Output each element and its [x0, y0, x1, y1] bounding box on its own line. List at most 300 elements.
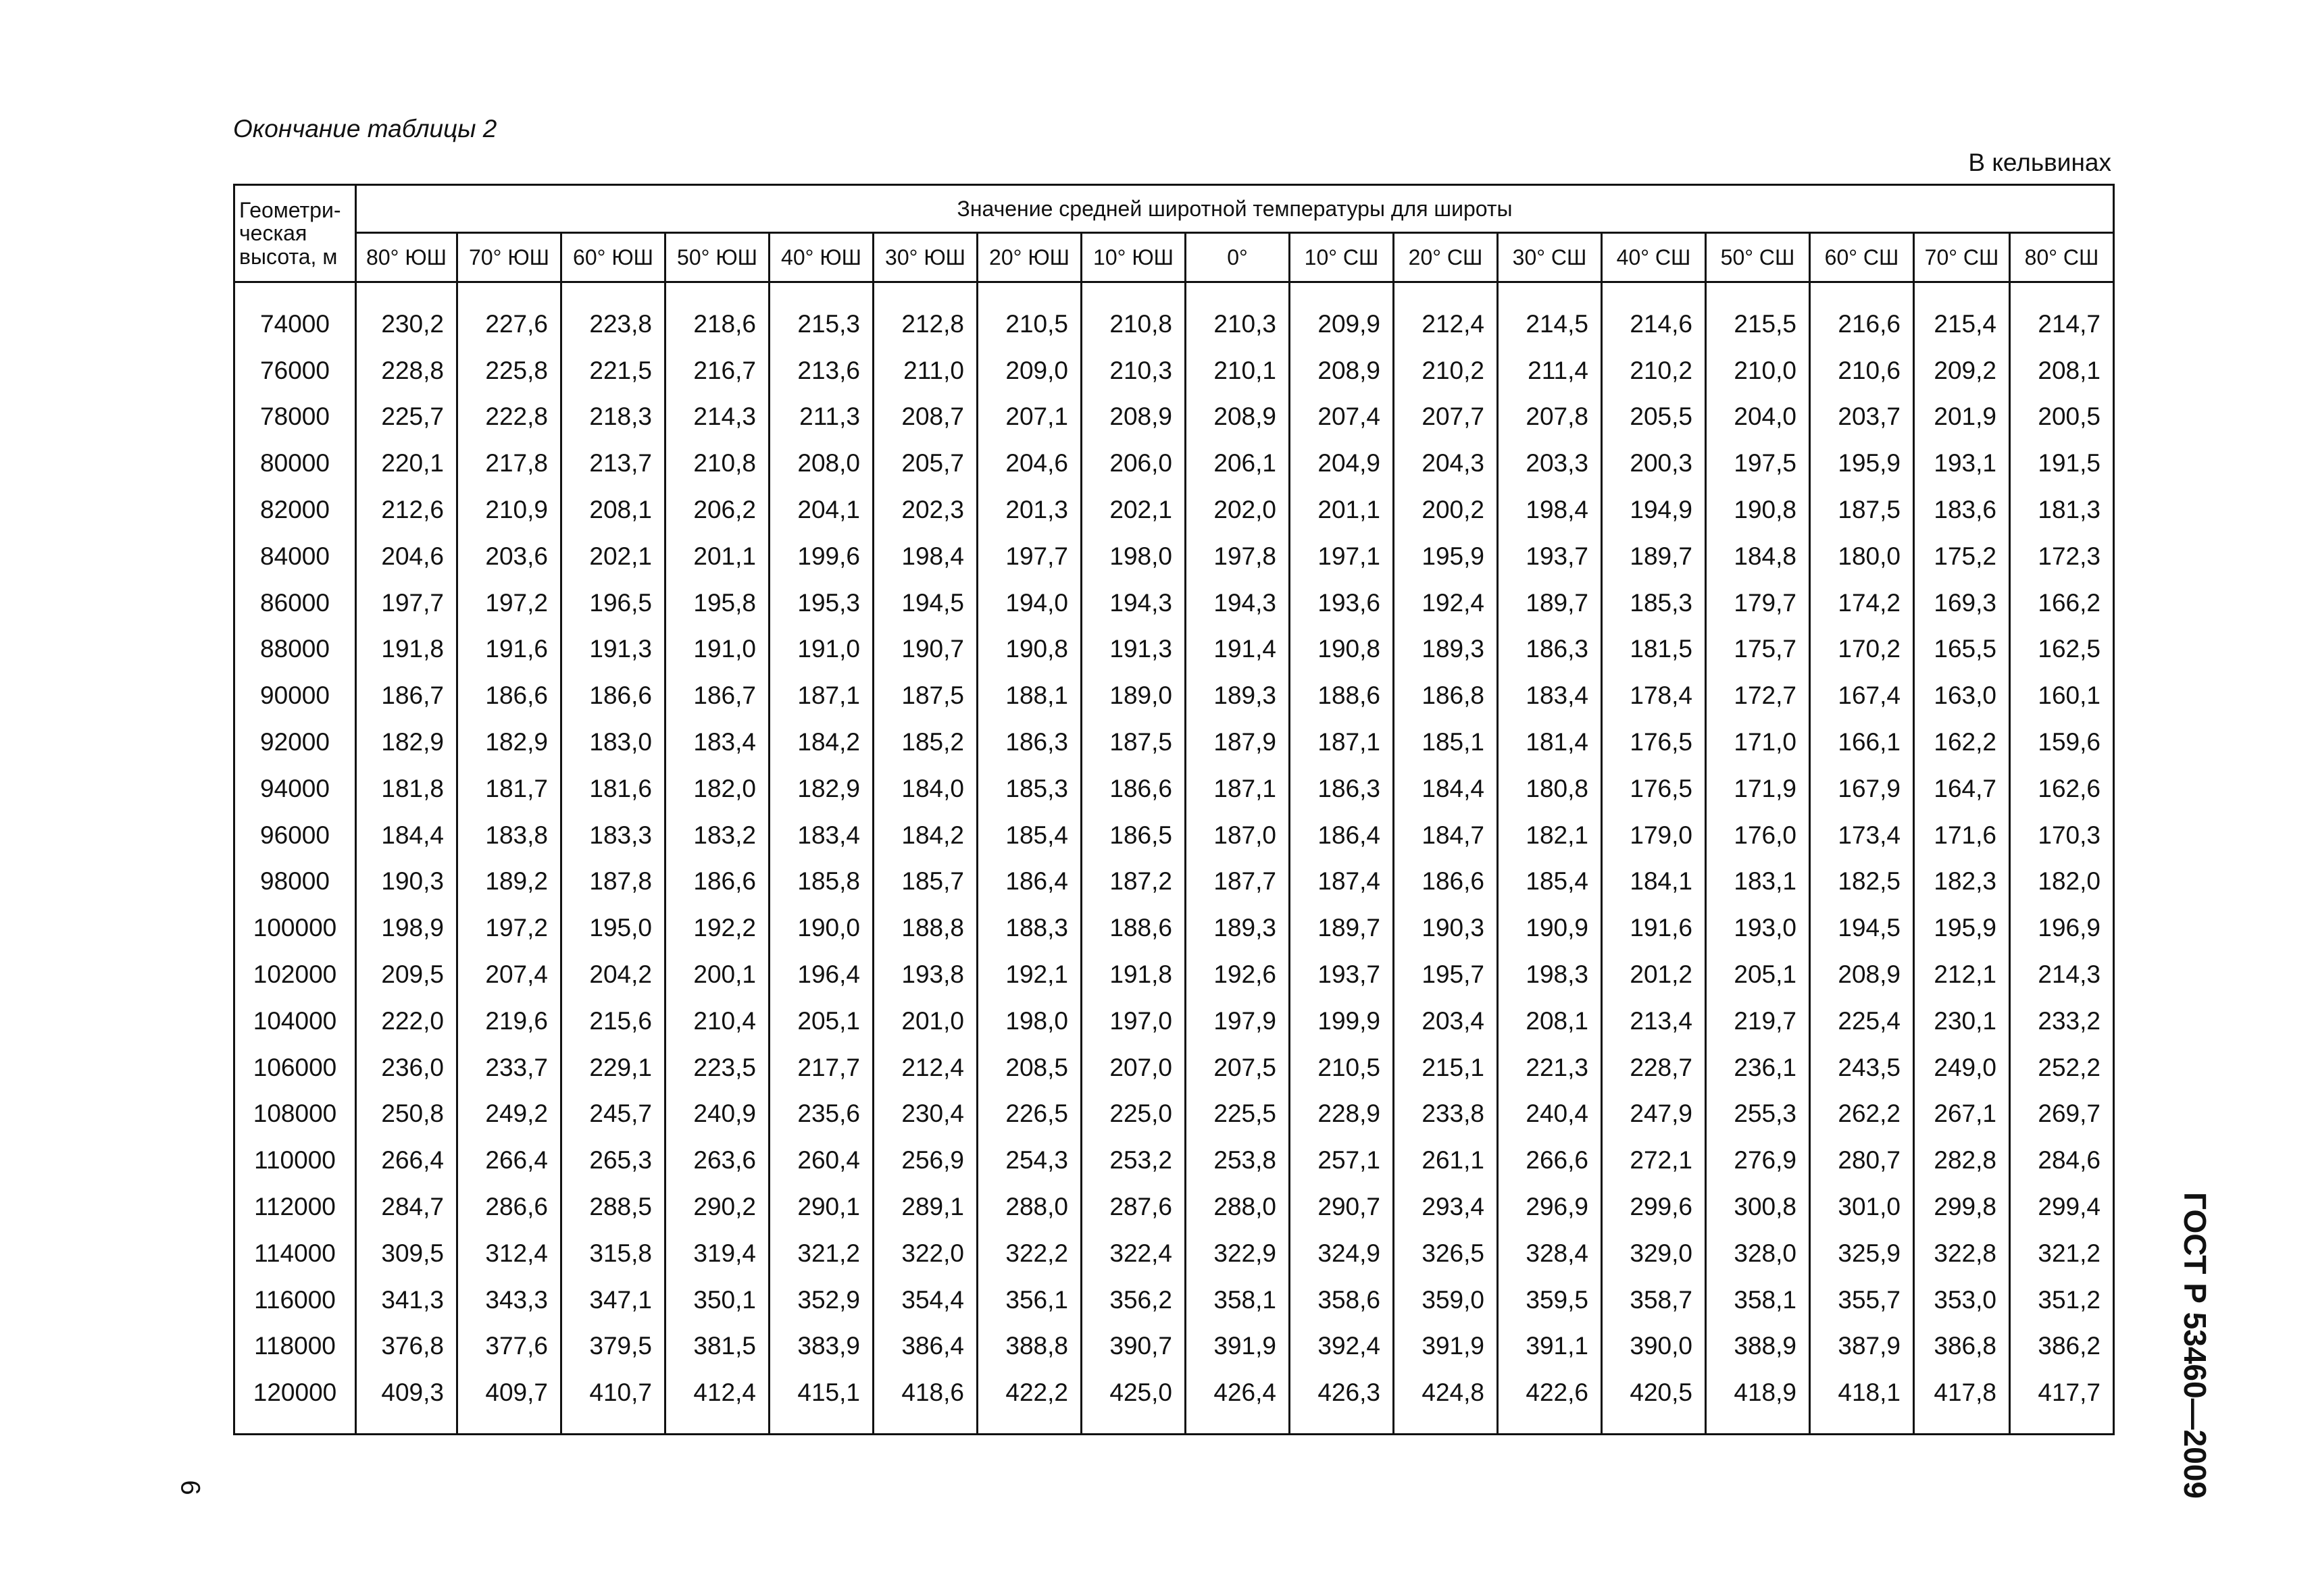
temperature-cell: 207,4 [457, 951, 561, 998]
table-row [234, 1137, 2114, 1183]
temperature-cell: 193,6 [1290, 580, 1394, 626]
temperature-cell: 214,7 [2010, 282, 2114, 347]
temperature-cell: 249,0 [1914, 1044, 2010, 1091]
temperature-cell: 197,7 [978, 533, 1082, 580]
latitude-header: 40° ЮШ [770, 233, 874, 282]
temperature-cell: 387,9 [1810, 1323, 1914, 1370]
latitude-header: 10° ЮШ [1082, 233, 1186, 282]
table-row [234, 858, 2114, 905]
temperature-cell: 214,3 [665, 394, 770, 440]
temperature-cell: 247,9 [1602, 1091, 1706, 1137]
latitude-header: 10° СШ [1290, 233, 1394, 282]
temperature-cell: 352,9 [770, 1277, 874, 1323]
altitude-cell: 108000 [234, 1091, 356, 1137]
temperature-cell: 293,4 [1394, 1183, 1498, 1230]
temperature-cell: 417,8 [1914, 1369, 2010, 1434]
temperature-cell: 204,1 [770, 486, 874, 533]
temperature-cell: 197,2 [457, 580, 561, 626]
temperature-cell: 171,0 [1706, 719, 1810, 765]
temperature-cell: 170,3 [2010, 812, 2114, 858]
table-row [234, 951, 2114, 998]
temperature-cell: 195,9 [1394, 533, 1498, 580]
temperature-cell: 233,2 [2010, 998, 2114, 1044]
temperature-cell: 182,5 [1810, 858, 1914, 905]
temperature-cell: 202,0 [1186, 486, 1290, 533]
temperature-cell: 186,4 [978, 858, 1082, 905]
latitude-group-header: Значение средней широтной температуры для широты [356, 185, 2114, 233]
temperature-cell: 219,6 [457, 998, 561, 1044]
header-row-latitudes [234, 233, 2114, 282]
temperature-cell: 204,0 [1706, 394, 1810, 440]
temperature-cell: 187,1 [1290, 719, 1394, 765]
temperature-cell: 187,9 [1186, 719, 1290, 765]
temperature-cell: 194,5 [874, 580, 978, 626]
temperature-cell: 186,6 [561, 672, 665, 719]
temperature-cell: 207,8 [1498, 394, 1602, 440]
temperature-cell: 218,3 [561, 394, 665, 440]
table-row [234, 1183, 2114, 1230]
temperature-cell: 198,0 [978, 998, 1082, 1044]
temperature-cell: 204,6 [356, 533, 457, 580]
altitude-cell: 102000 [234, 951, 356, 998]
temperature-cell: 188,1 [978, 672, 1082, 719]
temperature-cell: 172,7 [1706, 672, 1810, 719]
temperature-cell: 353,0 [1914, 1277, 2010, 1323]
altitude-cell: 112000 [234, 1183, 356, 1230]
temperature-cell: 220,1 [356, 440, 457, 486]
temperature-cell: 243,5 [1810, 1044, 1914, 1091]
temperature-cell: 377,6 [457, 1323, 561, 1370]
table-row [234, 1323, 2114, 1370]
altitude-header: Геометри- ческая высота, м [234, 185, 356, 282]
temperature-cell: 186,6 [457, 672, 561, 719]
temperature-cell: 191,3 [1082, 626, 1186, 673]
temperature-cell: 347,1 [561, 1277, 665, 1323]
temperature-cell: 266,6 [1498, 1137, 1602, 1183]
temperature-cell: 208,7 [874, 394, 978, 440]
temperature-cell: 392,4 [1290, 1323, 1394, 1370]
temperature-cell: 288,0 [978, 1183, 1082, 1230]
temperature-cell: 183,3 [561, 812, 665, 858]
temperature-cell: 187,1 [770, 672, 874, 719]
temperature-cell: 183,2 [665, 812, 770, 858]
altitude-cell: 88000 [234, 626, 356, 673]
temperature-cell: 197,5 [1706, 440, 1810, 486]
temperature-cell: 185,8 [770, 858, 874, 905]
temperature-cell: 214,3 [2010, 951, 2114, 998]
latitude-header: 20° СШ [1394, 233, 1498, 282]
temperature-cell: 182,3 [1914, 858, 2010, 905]
temperature-cell: 201,0 [874, 998, 978, 1044]
latitude-header: 0° [1186, 233, 1290, 282]
page-number: 6 [175, 1480, 205, 1495]
temperature-cell: 175,7 [1706, 626, 1810, 673]
temperature-cell: 426,3 [1290, 1369, 1394, 1434]
temperature-cell: 197,0 [1082, 998, 1186, 1044]
temperature-cell: 287,6 [1082, 1183, 1186, 1230]
table-row [234, 998, 2114, 1044]
temperature-cell: 162,5 [2010, 626, 2114, 673]
temperature-cell: 195,8 [665, 580, 770, 626]
temperature-cell: 225,4 [1810, 998, 1914, 1044]
temperature-cell: 188,8 [874, 904, 978, 951]
temperature-cell: 260,4 [770, 1137, 874, 1183]
table-row [234, 533, 2114, 580]
temperature-cell: 182,0 [665, 765, 770, 812]
temperature-cell: 160,1 [2010, 672, 2114, 719]
temperature-cell: 198,4 [874, 533, 978, 580]
temperature-cell: 326,5 [1394, 1230, 1498, 1277]
temperature-cell: 266,4 [457, 1137, 561, 1183]
altitude-cell: 74000 [234, 282, 356, 347]
temperature-cell: 166,1 [1810, 719, 1914, 765]
temperature-cell: 184,4 [356, 812, 457, 858]
temperature-cell: 216,6 [1810, 282, 1914, 347]
temperature-cell: 190,8 [1706, 486, 1810, 533]
temperature-cell: 386,2 [2010, 1323, 2114, 1370]
temperature-cell: 197,9 [1186, 998, 1290, 1044]
temperature-cell: 194,9 [1602, 486, 1706, 533]
temperature-cell: 181,7 [457, 765, 561, 812]
temperature-cell: 252,2 [2010, 1044, 2114, 1091]
table-row [234, 719, 2114, 765]
temperature-cell: 301,0 [1810, 1183, 1914, 1230]
temperature-cell: 171,9 [1706, 765, 1810, 812]
temperature-cell: 184,8 [1706, 533, 1810, 580]
temperature-cell: 215,3 [770, 282, 874, 347]
temperature-cell: 415,1 [770, 1369, 874, 1434]
temperature-cell: 226,5 [978, 1091, 1082, 1137]
temperature-cell: 193,7 [1290, 951, 1394, 998]
table-row [234, 440, 2114, 486]
temperature-cell: 182,9 [457, 719, 561, 765]
temperature-cell: 205,1 [770, 998, 874, 1044]
temperature-cell: 198,0 [1082, 533, 1186, 580]
temperature-cell: 179,7 [1706, 580, 1810, 626]
temperature-cell: 358,1 [1186, 1277, 1290, 1323]
temperature-cell: 173,4 [1810, 812, 1914, 858]
temperature-cell: 386,8 [1914, 1323, 2010, 1370]
temperature-cell: 207,7 [1394, 394, 1498, 440]
temperature-cell: 192,1 [978, 951, 1082, 998]
latitude-header: 80° СШ [2010, 233, 2114, 282]
temperature-cell: 174,2 [1810, 580, 1914, 626]
temperature-cell: 221,3 [1498, 1044, 1602, 1091]
temperature-cell: 178,4 [1602, 672, 1706, 719]
table-row [234, 812, 2114, 858]
temperature-cell: 214,5 [1498, 282, 1602, 347]
temperature-cell: 191,0 [665, 626, 770, 673]
temperature-cell: 229,1 [561, 1044, 665, 1091]
temperature-cell: 195,9 [1914, 904, 2010, 951]
header-row-group [234, 185, 2114, 233]
temperature-cell: 217,8 [457, 440, 561, 486]
temperature-cell: 391,9 [1186, 1323, 1290, 1370]
temperature-cell: 191,8 [1082, 951, 1186, 998]
temperature-cell: 184,1 [1602, 858, 1706, 905]
temperature-cell: 225,8 [457, 347, 561, 394]
temperature-cell: 203,4 [1394, 998, 1498, 1044]
table-body [234, 282, 2114, 1435]
temperature-cell: 182,0 [2010, 858, 2114, 905]
temperature-cell: 179,0 [1602, 812, 1706, 858]
temperature-cell: 210,6 [1810, 347, 1914, 394]
temperature-cell: 162,2 [1914, 719, 2010, 765]
temperature-cell: 204,9 [1290, 440, 1394, 486]
temperature-cell: 359,5 [1498, 1277, 1602, 1323]
temperature-cell: 309,5 [356, 1230, 457, 1277]
table-row [234, 282, 2114, 347]
temperature-cell: 190,9 [1498, 904, 1602, 951]
temperature-cell: 230,1 [1914, 998, 2010, 1044]
temperature-cell: 207,5 [1186, 1044, 1290, 1091]
temperature-cell: 290,7 [1290, 1183, 1394, 1230]
temperature-cell: 191,3 [561, 626, 665, 673]
temperature-cell: 386,4 [874, 1323, 978, 1370]
temperature-cell: 288,0 [1186, 1183, 1290, 1230]
temperature-cell: 180,8 [1498, 765, 1602, 812]
temperature-cell: 221,5 [561, 347, 665, 394]
temperature-cell: 253,2 [1082, 1137, 1186, 1183]
temperature-cell: 188,6 [1290, 672, 1394, 719]
temperature-cell: 190,7 [874, 626, 978, 673]
temperature-cell: 185,3 [978, 765, 1082, 812]
altitude-cell: 90000 [234, 672, 356, 719]
temperature-cell: 201,3 [978, 486, 1082, 533]
temperature-cell: 289,1 [874, 1183, 978, 1230]
temperature-cell: 203,3 [1498, 440, 1602, 486]
temperature-cell: 209,0 [978, 347, 1082, 394]
temperature-cell: 189,2 [457, 858, 561, 905]
temperature-cell: 235,6 [770, 1091, 874, 1137]
temperature-cell: 228,9 [1290, 1091, 1394, 1137]
temperature-cell: 208,9 [1186, 394, 1290, 440]
table-row [234, 904, 2114, 951]
temperature-cell: 207,1 [978, 394, 1082, 440]
temperature-cell: 186,7 [665, 672, 770, 719]
temperature-cell: 197,7 [356, 580, 457, 626]
temperature-cell: 190,8 [978, 626, 1082, 673]
temperature-cell: 379,5 [561, 1323, 665, 1370]
temperature-cell: 176,0 [1706, 812, 1810, 858]
temperature-cell: 200,3 [1602, 440, 1706, 486]
temperature-cell: 354,4 [874, 1277, 978, 1323]
temperature-cell: 202,1 [561, 533, 665, 580]
temperature-cell: 210,2 [1394, 347, 1498, 394]
temperature-cell: 201,1 [665, 533, 770, 580]
temperature-cell: 183,1 [1706, 858, 1810, 905]
temperature-cell: 210,9 [457, 486, 561, 533]
temperature-cell: 193,1 [1914, 440, 2010, 486]
temperature-cell: 186,8 [1394, 672, 1498, 719]
temperature-cell: 218,6 [665, 282, 770, 347]
temperature-cell: 257,1 [1290, 1137, 1394, 1183]
latitude-header: 50° ЮШ [665, 233, 770, 282]
temperature-cell: 186,3 [1290, 765, 1394, 812]
temperature-cell: 170,2 [1810, 626, 1914, 673]
temperature-cell: 210,0 [1706, 347, 1810, 394]
temperature-cell: 217,7 [770, 1044, 874, 1091]
temperature-cell: 204,2 [561, 951, 665, 998]
altitude-cell: 82000 [234, 486, 356, 533]
temperature-cell: 210,8 [665, 440, 770, 486]
temperature-cell: 186,6 [665, 858, 770, 905]
table-row [234, 765, 2114, 812]
temperature-cell: 193,0 [1706, 904, 1810, 951]
temperature-cell: 192,6 [1186, 951, 1290, 998]
temperature-cell: 194,5 [1810, 904, 1914, 951]
temperature-cell: 169,3 [1914, 580, 2010, 626]
temperature-cell: 227,6 [457, 282, 561, 347]
temperature-cell: 176,5 [1602, 765, 1706, 812]
temperature-cell: 322,4 [1082, 1230, 1186, 1277]
table-row [234, 347, 2114, 394]
units-label: В кельвинах [1968, 149, 2111, 176]
temperature-cell: 409,7 [457, 1369, 561, 1434]
temperature-cell: 322,2 [978, 1230, 1082, 1277]
temperature-cell: 356,1 [978, 1277, 1082, 1323]
altitude-cell: 94000 [234, 765, 356, 812]
latitude-header: 30° СШ [1498, 233, 1602, 282]
temperature-cell: 188,3 [978, 904, 1082, 951]
temperature-cell: 183,4 [1498, 672, 1602, 719]
temperature-cell: 183,0 [561, 719, 665, 765]
temperature-cell: 183,6 [1914, 486, 2010, 533]
temperature-cell: 290,2 [665, 1183, 770, 1230]
temperature-cell: 284,6 [2010, 1137, 2114, 1183]
temperature-cell: 208,9 [1810, 951, 1914, 998]
temperature-cell: 184,2 [874, 812, 978, 858]
temperature-cell: 176,5 [1602, 719, 1706, 765]
temperature-cell: 253,8 [1186, 1137, 1290, 1183]
temperature-cell: 210,2 [1602, 347, 1706, 394]
temperature-cell: 208,9 [1290, 347, 1394, 394]
temperature-cell: 390,7 [1082, 1323, 1186, 1370]
temperature-cell: 184,2 [770, 719, 874, 765]
altitude-cell: 98000 [234, 858, 356, 905]
temperature-cell: 211,3 [770, 394, 874, 440]
temperature-cell: 189,7 [1498, 580, 1602, 626]
temperature-cell: 288,5 [561, 1183, 665, 1230]
temperature-cell: 322,9 [1186, 1230, 1290, 1277]
temperature-cell: 197,8 [1186, 533, 1290, 580]
temperature-cell: 383,9 [770, 1323, 874, 1370]
temperature-cell: 211,4 [1498, 347, 1602, 394]
temperature-cell: 222,8 [457, 394, 561, 440]
latitude-header: 60° ЮШ [561, 233, 665, 282]
temperature-cell: 201,9 [1914, 394, 2010, 440]
altitude-cell: 80000 [234, 440, 356, 486]
temperature-cell: 189,7 [1602, 533, 1706, 580]
temperature-cell: 214,6 [1602, 282, 1706, 347]
table-caption: Окончание таблицы 2 [233, 115, 497, 143]
temperature-cell: 205,1 [1706, 951, 1810, 998]
temperature-cell: 204,6 [978, 440, 1082, 486]
temperature-cell: 192,4 [1394, 580, 1498, 626]
temperature-cell: 343,3 [457, 1277, 561, 1323]
table-row [234, 626, 2114, 673]
temperature-cell: 296,9 [1498, 1183, 1602, 1230]
temperature-cell: 209,5 [356, 951, 457, 998]
temperature-cell: 233,8 [1394, 1091, 1498, 1137]
temperature-cell: 255,3 [1706, 1091, 1810, 1137]
document-code: ГОСТ Р 53460—2009 [2178, 1192, 2213, 1499]
temperature-cell: 299,4 [2010, 1183, 2114, 1230]
temperature-cell: 184,7 [1394, 812, 1498, 858]
temperature-cell: 186,7 [356, 672, 457, 719]
latitude-header: 70° СШ [1914, 233, 2010, 282]
temperature-cell: 210,3 [1186, 282, 1290, 347]
temperature-cell: 208,9 [1082, 394, 1186, 440]
temperature-cell: 425,0 [1082, 1369, 1186, 1434]
temperature-cell: 195,7 [1394, 951, 1498, 998]
temperature-cell: 299,8 [1914, 1183, 2010, 1230]
temperature-cell: 205,5 [1602, 394, 1706, 440]
temperature-cell: 350,1 [665, 1277, 770, 1323]
temperature-cell: 236,0 [356, 1044, 457, 1091]
temperature-cell: 190,3 [1394, 904, 1498, 951]
temperature-cell: 194,0 [978, 580, 1082, 626]
temperature-cell: 187,5 [1810, 486, 1914, 533]
temperature-cell: 181,5 [1602, 626, 1706, 673]
altitude-cell: 96000 [234, 812, 356, 858]
altitude-cell: 120000 [234, 1369, 356, 1434]
temperature-cell: 201,2 [1602, 951, 1706, 998]
temperature-cell: 203,6 [457, 533, 561, 580]
temperature-cell: 290,1 [770, 1183, 874, 1230]
temperature-cell: 210,5 [978, 282, 1082, 347]
temperature-cell: 165,5 [1914, 626, 2010, 673]
temperature-cell: 164,7 [1914, 765, 2010, 812]
temperature-cell: 225,5 [1186, 1091, 1290, 1137]
temperature-cell: 189,0 [1082, 672, 1186, 719]
latitude-header: 30° ЮШ [874, 233, 978, 282]
table-row [234, 672, 2114, 719]
temperature-cell: 376,8 [356, 1323, 457, 1370]
altitude-cell: 114000 [234, 1230, 356, 1277]
temperature-cell: 184,0 [874, 765, 978, 812]
temperature-cell: 185,2 [874, 719, 978, 765]
temperature-cell: 208,1 [1498, 998, 1602, 1044]
temperature-cell: 190,3 [356, 858, 457, 905]
temperature-cell: 391,9 [1394, 1323, 1498, 1370]
temperature-cell: 185,7 [874, 858, 978, 905]
temperature-cell: 410,7 [561, 1369, 665, 1434]
temperature-cell: 262,2 [1810, 1091, 1914, 1137]
table-row [234, 486, 2114, 533]
temperature-cell: 324,9 [1290, 1230, 1394, 1277]
temperature-cell: 190,8 [1290, 626, 1394, 673]
temperature-cell: 266,4 [356, 1137, 457, 1183]
temperature-cell: 230,4 [874, 1091, 978, 1137]
temperature-cell: 181,8 [356, 765, 457, 812]
temperature-cell: 341,3 [356, 1277, 457, 1323]
temperature-cell: 191,6 [457, 626, 561, 673]
temperature-cell: 210,1 [1186, 347, 1290, 394]
temperature-cell: 282,8 [1914, 1137, 2010, 1183]
temperature-cell: 200,2 [1394, 486, 1498, 533]
temperature-cell: 213,7 [561, 440, 665, 486]
temperature-cell: 167,4 [1810, 672, 1914, 719]
temperature-cell: 351,2 [2010, 1277, 2114, 1323]
temperature-cell: 223,5 [665, 1044, 770, 1091]
temperature-cell: 186,3 [1498, 626, 1602, 673]
temperature-cell: 167,9 [1810, 765, 1914, 812]
temperature-cell: 286,6 [457, 1183, 561, 1230]
temperature-cell: 228,8 [356, 347, 457, 394]
temperature-cell: 245,7 [561, 1091, 665, 1137]
temperature-cell: 240,4 [1498, 1091, 1602, 1137]
